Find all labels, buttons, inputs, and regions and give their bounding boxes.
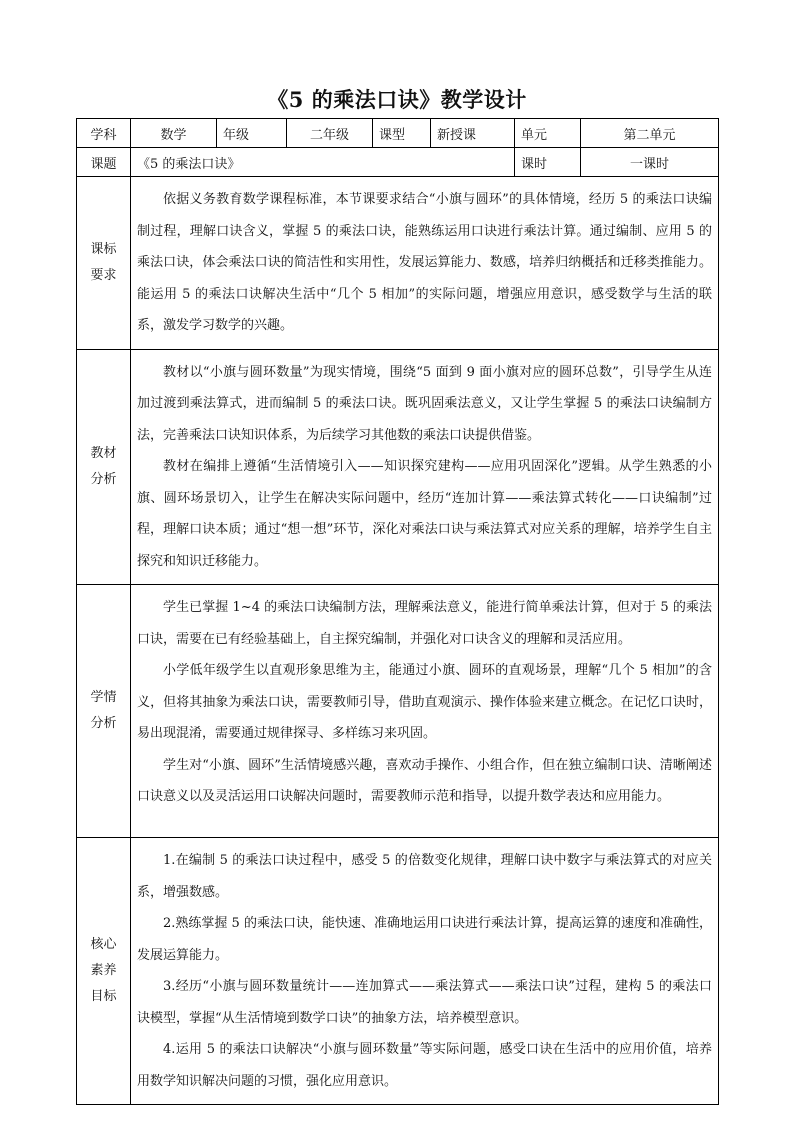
- unit-label: 单元: [515, 119, 581, 148]
- paragraph: 教材在编排上遵循“生活情境引入——知识探究建构——应用巩固深化”逻辑。从学生熟悉的小旗、圆环场景切入，让学生在解决实际问题中，经历“连加计算——乘法算式转化——口诀编制”过程，理解口诀本质；通过“想一想”环节，深化对乘法口诀与乘法算式对应关系的理解，培养学生自主探究和知识迁移能力。: [137, 459, 712, 569]
- label-line: 分析: [90, 716, 117, 731]
- label-line: 学情: [90, 690, 117, 705]
- subject-label: 学科: [77, 119, 131, 148]
- document-title: 《5 的乘法口诀》教学设计: [267, 87, 527, 112]
- hours-label: 课时: [515, 148, 581, 177]
- section-curriculum: [77, 177, 719, 350]
- paragraph: 学生对“小旗、圆环”生活情境感兴趣，喜欢动手操作、小组合作，但在独立编制口诀、清晰阐述口诀意义以及灵活运用口诀解决问题时，需要教师示范和指导，以提升数学表达和应用能力。: [137, 757, 712, 804]
- section-textbook: [77, 349, 719, 585]
- label-line: 教材: [90, 445, 117, 461]
- label-line: 素养: [90, 963, 117, 978]
- grade-value: 二年级: [287, 119, 373, 148]
- type-label: 课型: [373, 119, 431, 148]
- section-content: [131, 177, 719, 350]
- label-line: 要求: [90, 267, 117, 283]
- topic-label: 课题: [77, 148, 131, 177]
- info-row-2: [77, 148, 719, 177]
- paragraph: 小学低年级学生以直观形象思维为主，能通过小旗、圆环的直观场景，理解“几个 5 相加”的含义，但将其抽象为乘法口诀，需要教师引导，借助直观演示、操作体验来建立概念。在记忆口诀时，易出现混淆，需要通过规律探寻、多样练习来巩固。: [137, 663, 712, 741]
- paragraph: 教材以“小旗与圆环数量”为现实情境，围绕“5 面到 9 面小旗对应的圆环总数”，引导学生从连加过渡到乘法算式，进而编制 5 的乘法口诀。既巩固乘法意义，又让学生掌握 5 的乘法口诀编制方法，完善乘法口诀知识体系，为后续学习其他数的乘法口诀提供借鉴。: [137, 364, 712, 443]
- paragraph: 2.熟练掌握 5 的乘法口诀，能快速、准确地运用口诀进行乘法计算，提高运算的速度和准确性，发展运算能力。: [137, 916, 712, 963]
- paragraph: 4.运用 5 的乘法口诀解决“小旗与圆环数量”等实际问题，感受口诀在生活中的应用价值，培养用数学知识解决问题的习惯，强化应用意识。: [137, 1042, 712, 1089]
- label-line: 核心: [90, 937, 117, 952]
- label-line: 目标: [90, 989, 117, 1004]
- label-line: 课标: [90, 241, 117, 257]
- section-label: [77, 177, 131, 350]
- section-label: [77, 349, 131, 585]
- unit-value: 第二单元: [581, 119, 719, 148]
- section-students: [77, 585, 719, 838]
- section-label: [77, 838, 131, 1105]
- section-content: [131, 838, 719, 1105]
- section-content: [131, 585, 719, 838]
- paragraph: 1.在编制 5 的乘法口诀过程中，感受 5 的倍数变化规律，理解口诀中数字与乘法算式的对应关系，增强数感。: [137, 853, 712, 900]
- section-content: [131, 349, 719, 585]
- subject-value: 数学: [131, 119, 217, 148]
- hours-value: 一课时: [581, 148, 719, 177]
- section-label: [77, 585, 131, 838]
- info-row-1: [77, 119, 719, 148]
- paragraph: 学生已掌握 1~4 的乘法口诀编制方法，理解乘法意义，能进行简单乘法计算，但对于 5 的乘法口诀，需要在已有经验基础上，自主探究编制，并强化对口诀含义的理解和灵活应用。: [137, 600, 712, 647]
- type-value: 新授课: [431, 119, 515, 148]
- label-line: 分析: [90, 471, 117, 487]
- section-core-goals: [77, 838, 719, 1105]
- grade-label: 年级: [217, 119, 287, 148]
- paragraph: 依据义务教育数学课程标准，本节课要求结合“小旗与圆环”的具体情境，经历 5 的乘法口诀编制过程，理解口诀含义，掌握 5 的乘法口诀，能熟练运用口诀进行乘法计算。通过编制、应用 5 的乘法口诀，体会乘法口诀的简洁性和实用性，发展运算能力、数感，培养归纳概括和迁移类推能力。能运用 5 的乘法口诀解决生活中“几个 5 相加”的实际问题，增强应用意识，感受数学与生活的联系，激发学习数学的兴趣。: [137, 192, 712, 333]
- paragraph: 3.经历“小旗与圆环数量统计——连加算式——乘法算式——乘法口诀”过程，建构 5 的乘法口诀模型，掌握“从生活情境到数学口诀”的抽象方法，培养模型意识。: [137, 979, 712, 1026]
- topic-value: 《5 的乘法口诀》: [131, 148, 515, 177]
- lesson-plan-table: [76, 118, 719, 1105]
